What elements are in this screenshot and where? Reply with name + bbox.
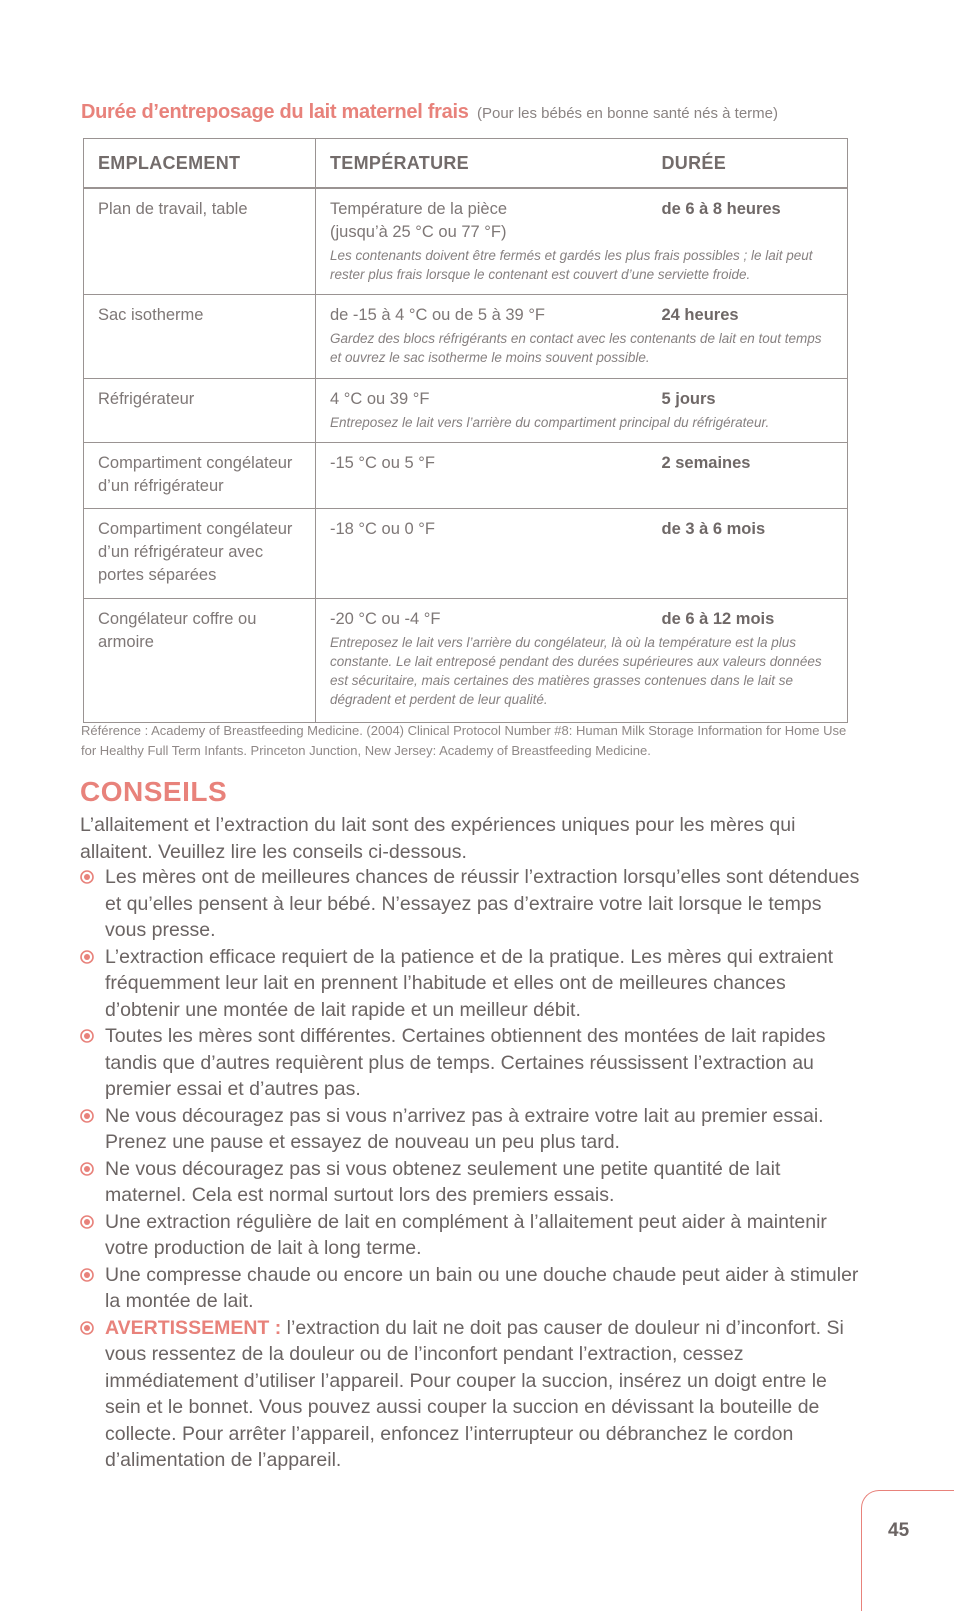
temperature-value: de -15 à 4 °C ou de 5 à 39 °F <box>330 306 545 324</box>
list-item: Ne vous découragez pas si vous n’arrivez pas à extraire votre lait au premier essai. Prenez une pause et essayez de nouveau un peu plus tard. <box>80 1103 860 1156</box>
temperature-value: 4 °C ou 39 °F <box>330 390 430 408</box>
location-cell: Plan de travail, table <box>84 188 316 295</box>
bullet-icon <box>80 1215 94 1229</box>
table-title: Durée d’entreposage du lait maternel frais <box>81 101 469 123</box>
duration-cell <box>648 443 848 509</box>
list-item: L’extraction efficace requiert de la patience et de la pratique. Les mères qui extraient fréquemment leur lait en prennent l’habitude et elles ont de meilleures chances d’obtenir une montée de lait rapide et un meilleur débit. <box>80 944 860 1024</box>
list-item: Les mères ont de meilleures chances de réussir l’extraction lorsqu’elles sont détendues et qu’elles pensent à leur bébé. N’essayez pas d’extraire votre lait lorsque le temps vous presse. <box>80 864 860 944</box>
duration-cell <box>648 379 848 443</box>
location-cell: Compartiment congélateur d’un réfrigérateur <box>84 443 316 509</box>
duration-value: de 6 à 8 heures <box>661 200 781 218</box>
conseils-title: CONSEILS <box>80 776 228 807</box>
list-item: Une extraction régulière de lait en complément à l’allaitement peut aider à maintenir votre production de lait à long terme. <box>80 1209 860 1262</box>
storage-note: Les contenants doivent être fermés et gardés les plus frais possibles ; le lait peut rester plus frais lorsque le contenant est couvert d’une serviette froide. <box>330 248 813 282</box>
storage-note: Entreposez le lait vers l’arrière du congélateur, là où la température est la plus constante. Le lait entreposé pendant des durées supérieures aux valeurs données est sécuritaire, mais certaines des matières grasses contenues dans le lait se dégradent et perdent de leur qualité. <box>330 635 822 707</box>
storage-note: Entreposez le lait vers l’arrière du compartiment principal du réfrigérateur. <box>330 415 770 430</box>
bullet-icon <box>80 1029 94 1043</box>
temperature-value-2: (jusqu’à 25 °C ou 77 °F) <box>330 223 507 241</box>
location-cell: Sac isotherme <box>84 295 316 379</box>
table-row <box>84 509 848 599</box>
temperature-value: -15 °C ou 5 °F <box>330 454 435 472</box>
location-cell: Réfrigérateur <box>84 379 316 443</box>
table-row <box>84 295 848 379</box>
temperature-value: -20 °C ou -4 °F <box>330 610 441 628</box>
list-item: Une compresse chaude ou encore un bain ou une douche chaude peut aider à stimuler la montée de lait. <box>80 1262 860 1315</box>
temperature-cell <box>316 443 648 509</box>
header-duree: DURÉE <box>648 139 848 189</box>
warning-text: l’extraction du lait ne doit pas causer de douleur ni d’inconfort. Si vous ressentez de la douleur ou de l’inconfort pendant l’extraction, cessez immédiatement d’utiliser l’appareil. Pour couper la succion, insérez un doigt entre le sein et le bonnet. Vous pouvez aussi couper la succion en dévissant la bouteille de collecte. Pour arrêter l’appareil, enfoncez l’interrupteur ou débranchez le cordon d’alimentation de l’appareil. <box>105 1316 844 1471</box>
table-subtitle: (Pour les bébés en bonne santé nés à terme) <box>476 105 779 122</box>
table-row <box>84 599 848 723</box>
temperature-cell <box>316 509 648 599</box>
bullet-icon <box>80 1109 94 1123</box>
temperature-value: -18 °C ou 0 °F <box>330 520 435 538</box>
page-number: 45 <box>888 1520 910 1541</box>
duration-value: 5 jours <box>661 390 716 408</box>
header-temperature: TEMPÉRATURE <box>316 139 648 189</box>
duration-value: de 3 à 6 mois <box>661 520 766 538</box>
bullet-icon <box>80 870 94 884</box>
bullet-icon <box>80 1162 94 1176</box>
warning-item <box>80 1315 860 1474</box>
duration-value: de 6 à 12 mois <box>661 610 775 628</box>
bullet-icon <box>80 1268 94 1282</box>
table-row <box>84 379 848 443</box>
location-cell: Compartiment congélateur d’un réfrigérateur avec portes séparées <box>84 509 316 599</box>
temperature-value: Température de la pièce <box>330 200 508 218</box>
storage-note: Gardez des blocs réfrigérants en contact avec les contenants de lait en tout temps et ouvrez le sac isotherme le moins souvent possible. <box>330 331 822 365</box>
header-emplacement: EMPLACEMENT <box>84 139 316 189</box>
list-item: Ne vous découragez pas si vous obtenez seulement une petite quantité de lait maternel. Cela est normal surtout lors des premiers essais. <box>80 1156 860 1209</box>
table-heading <box>81 101 881 124</box>
list-item: Toutes les mères sont différentes. Certaines obtiennent des montées de lait rapides tandis que d’autres requièrent plus de temps. Certaines réussissent l’extraction au premier essai et d’autres pas. <box>80 1023 860 1103</box>
storage-table <box>83 138 848 723</box>
conseils-intro: L’allaitement et l’extraction du lait sont des expériences uniques pour les mères qui allaitent. Veuillez lire les conseils ci-dessous. <box>80 814 796 863</box>
page-number-tab <box>861 1490 954 1611</box>
location-cell: Congélateur coffre ou armoire <box>84 599 316 723</box>
bullet-icon <box>80 1321 94 1335</box>
duration-cell <box>648 509 848 599</box>
table-header-row <box>84 139 848 189</box>
table-row <box>84 188 848 295</box>
duration-value: 24 heures <box>661 306 739 324</box>
table-row <box>84 443 848 509</box>
warning-label: AVERTISSEMENT : <box>105 1316 282 1339</box>
tips-list <box>80 864 860 1474</box>
bullet-icon <box>80 950 94 964</box>
duration-value: 2 semaines <box>661 454 751 472</box>
reference-note: Référence : Academy of Breastfeeding Medicine. (2004) Clinical Protocol Number #8: Human Milk Storage Information for Home Use for Healthy Full Term Infants. Princeton Junction, New Jersey: Academy of Breastfeeding Medicine. <box>81 723 847 758</box>
